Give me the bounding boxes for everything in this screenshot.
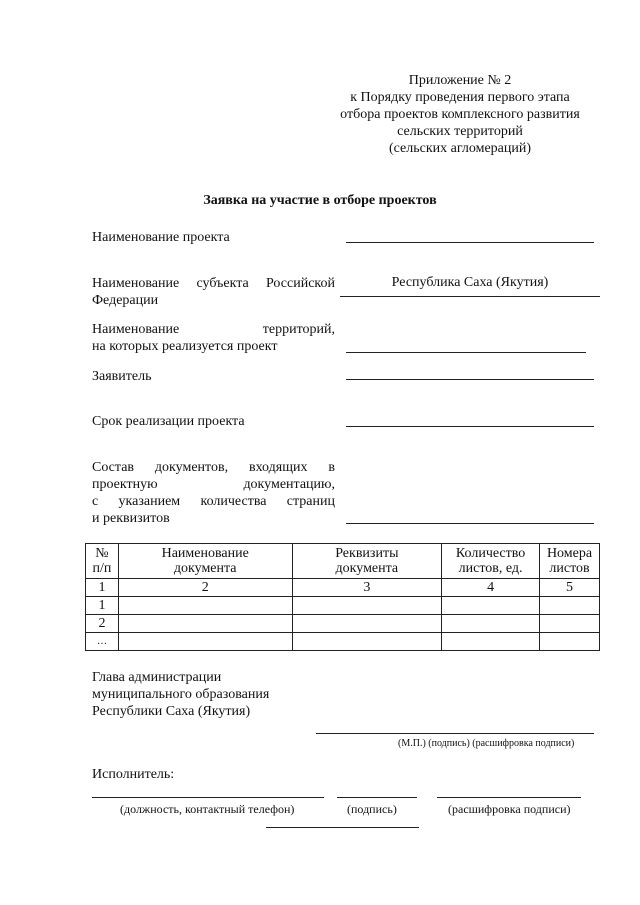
table-row bbox=[86, 633, 600, 651]
head-line: муниципального образования bbox=[92, 687, 270, 702]
term-label: Срок реализации проекта bbox=[92, 414, 245, 429]
project-name-field[interactable] bbox=[346, 242, 594, 243]
territories-label bbox=[92, 321, 335, 355]
table-cell: 3 bbox=[292, 579, 442, 597]
appendix-line: сельских территорий bbox=[397, 124, 523, 139]
bottom-line bbox=[266, 827, 419, 828]
executor-label: Исполнитель: bbox=[92, 767, 175, 782]
executor-signature-line[interactable] bbox=[337, 797, 417, 798]
table-cell[interactable] bbox=[292, 615, 442, 633]
appendix-line: отбора проектов комплексного развития bbox=[340, 107, 580, 122]
table-cell[interactable] bbox=[442, 633, 540, 651]
appendix-line: Приложение № 2 bbox=[408, 73, 512, 88]
head-block bbox=[92, 669, 269, 720]
appendix-line: (сельских агломераций) bbox=[388, 141, 532, 156]
docs-label-line4: и реквизитов bbox=[92, 511, 170, 526]
table-cell[interactable] bbox=[118, 633, 292, 651]
head-signature-line[interactable] bbox=[316, 733, 594, 734]
territories-label-line1: Наименование территорий, bbox=[92, 322, 335, 337]
table-cell: 2 bbox=[86, 615, 119, 633]
table-cell[interactable] bbox=[442, 615, 540, 633]
table-cell[interactable] bbox=[292, 597, 442, 615]
appendix-header bbox=[320, 72, 600, 157]
table-cell[interactable] bbox=[540, 615, 600, 633]
table-row bbox=[86, 615, 600, 633]
executor-position-line[interactable] bbox=[92, 797, 324, 798]
project-name-label: Наименование проекта bbox=[92, 230, 230, 245]
docs-label-line2: проектную документацию, bbox=[92, 477, 335, 492]
head-line: Глава администрации bbox=[92, 670, 222, 685]
applicant-label: Заявитель bbox=[92, 369, 152, 384]
table-cell[interactable] bbox=[292, 633, 442, 651]
table-cell[interactable] bbox=[118, 597, 292, 615]
executor-decode-line[interactable] bbox=[437, 797, 581, 798]
subject-label bbox=[92, 275, 335, 309]
document-title: Заявка на участие в отборе проектов bbox=[203, 193, 437, 208]
docs-label-line3: с указанием количества страниц bbox=[92, 494, 335, 509]
table-cell: … bbox=[86, 633, 119, 651]
executor-signature-caption: (подпись) bbox=[347, 802, 397, 816]
header-cell-name: Наименование документа bbox=[118, 544, 292, 579]
table-cell[interactable] bbox=[540, 597, 600, 615]
table-cell[interactable] bbox=[540, 633, 600, 651]
table-cell: 1 bbox=[86, 579, 119, 597]
appendix-line: к Порядку проведения первого этапа bbox=[350, 90, 570, 105]
subject-label-line2: Федерации bbox=[92, 293, 159, 308]
subject-label-line1: Наименование субъекта Российской bbox=[92, 276, 335, 291]
territories-label-line2: на которых реализуется проект bbox=[92, 339, 278, 354]
applicant-field[interactable] bbox=[346, 379, 594, 380]
table-cell: 2 bbox=[118, 579, 292, 597]
documents-table bbox=[85, 543, 600, 651]
header-cell-requisites: Реквизиты документа bbox=[292, 544, 442, 579]
term-field[interactable] bbox=[346, 426, 594, 427]
docs-label bbox=[92, 459, 335, 527]
territories-field[interactable] bbox=[346, 352, 586, 353]
docs-field[interactable] bbox=[346, 523, 594, 524]
head-signature-caption: (М.П.) (подпись) (расшифровка подписи) bbox=[398, 738, 575, 749]
subject-field[interactable] bbox=[340, 296, 600, 297]
table-cell: 4 bbox=[442, 579, 540, 597]
table-cell: 5 bbox=[540, 579, 600, 597]
docs-label-line1: Состав документов, входящих в bbox=[92, 460, 335, 475]
table-row bbox=[86, 597, 600, 615]
executor-position-caption: (должность, контактный телефон) bbox=[120, 802, 295, 816]
table-cell: 1 bbox=[86, 597, 119, 615]
head-line: Республики Саха (Якутия) bbox=[92, 704, 251, 719]
executor-decode-caption: (расшифровка подписи) bbox=[448, 802, 571, 816]
table-number-row bbox=[86, 579, 600, 597]
header-cell-sheet-numbers: Номера листов bbox=[540, 544, 600, 579]
table-cell[interactable] bbox=[442, 597, 540, 615]
header-cell-sheet-count: Количество листов, ед. bbox=[442, 544, 540, 579]
table-cell[interactable] bbox=[118, 615, 292, 633]
subject-value: Республика Саха (Якутия) bbox=[391, 275, 549, 290]
header-cell-number: № п/п bbox=[86, 544, 119, 579]
table-header-row bbox=[86, 544, 600, 579]
